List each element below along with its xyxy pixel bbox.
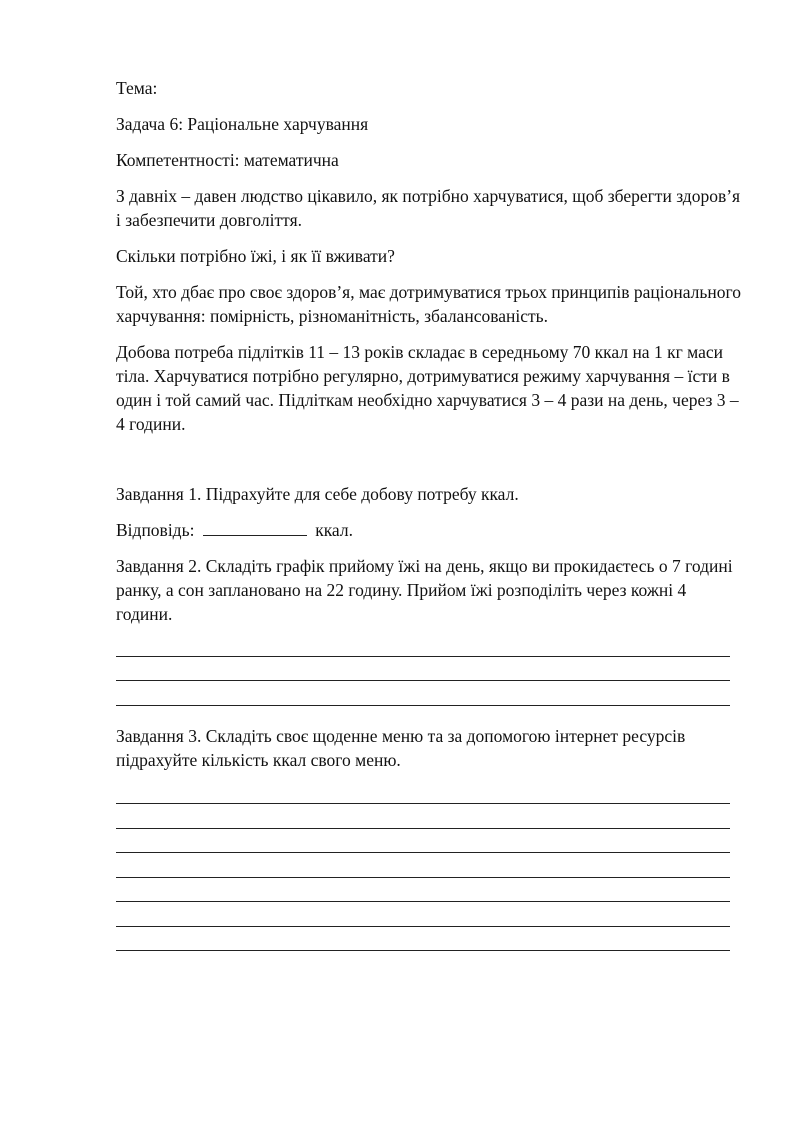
- writing-line[interactable]: [116, 780, 730, 805]
- intro-paragraph: З давніх – давен людство цікавило, як потрібно харчуватися, щоб зберегти здоров’я і забезпечити довголіття.: [116, 186, 741, 230]
- task3-paragraph: Завдання 3. Складіть своє щоденне меню та за допомогою інтернет ресурсів підрахуйте кількість ккал свого меню.: [116, 725, 686, 770]
- task2-writing-lines[interactable]: [116, 632, 742, 706]
- answer-label: Відповідь:: [116, 520, 195, 540]
- writing-line[interactable]: [116, 902, 730, 927]
- task-title: Задача 6: Раціональне харчування: [116, 114, 369, 134]
- writing-line[interactable]: [116, 927, 730, 952]
- task3-block: [116, 724, 742, 952]
- writing-line[interactable]: [116, 632, 730, 657]
- writing-line[interactable]: [116, 829, 730, 854]
- task3-writing-lines[interactable]: [116, 780, 742, 952]
- section-spacer-2: [116, 706, 742, 724]
- principles-paragraph: Той, хто дбає про своє здоров’я, має дотримуватися трьох принципів раціонального харчування: помірність, різноманітність, збалансованість.: [116, 282, 741, 326]
- task2-block: [116, 554, 742, 706]
- answer-line: [116, 518, 742, 542]
- writing-line[interactable]: [116, 804, 730, 829]
- needs-paragraph: Добова потреба підлітків 11 – 13 років складає в середньому 70 ккал на 1 кг маси тіла. Харчуватися потрібно регулярно, дотримуватися режиму харчування – їсти в один і той самий час. Підліткам необхідно харчуватися 3 – 4 рази на день, через 3 – 4 години.: [116, 342, 739, 434]
- document-body: [116, 76, 742, 951]
- task2-paragraph: Завдання 2. Складіть графік прийому їжі на день, якщо ви прокидаєтесь о 7 годині ранку, а сон заплановано на 22 годину. Прийом їжі розподіліть через кожні 4 години.: [116, 556, 733, 624]
- task1-paragraph: Завдання 1. Підрахуйте для себе добову потребу ккал.: [116, 484, 519, 504]
- section-spacer: [116, 448, 742, 482]
- writing-line[interactable]: [116, 657, 730, 682]
- writing-line[interactable]: [116, 853, 730, 878]
- answer-unit: ккал.: [315, 520, 353, 540]
- question-paragraph: Скільки потрібно їжі, і як її вживати?: [116, 246, 395, 266]
- answer-blank-field[interactable]: [203, 519, 307, 536]
- writing-line[interactable]: [116, 681, 730, 706]
- writing-line[interactable]: [116, 878, 730, 903]
- topic-line: Тема:: [116, 78, 158, 98]
- competence-line: Компетентності: математична: [116, 150, 339, 170]
